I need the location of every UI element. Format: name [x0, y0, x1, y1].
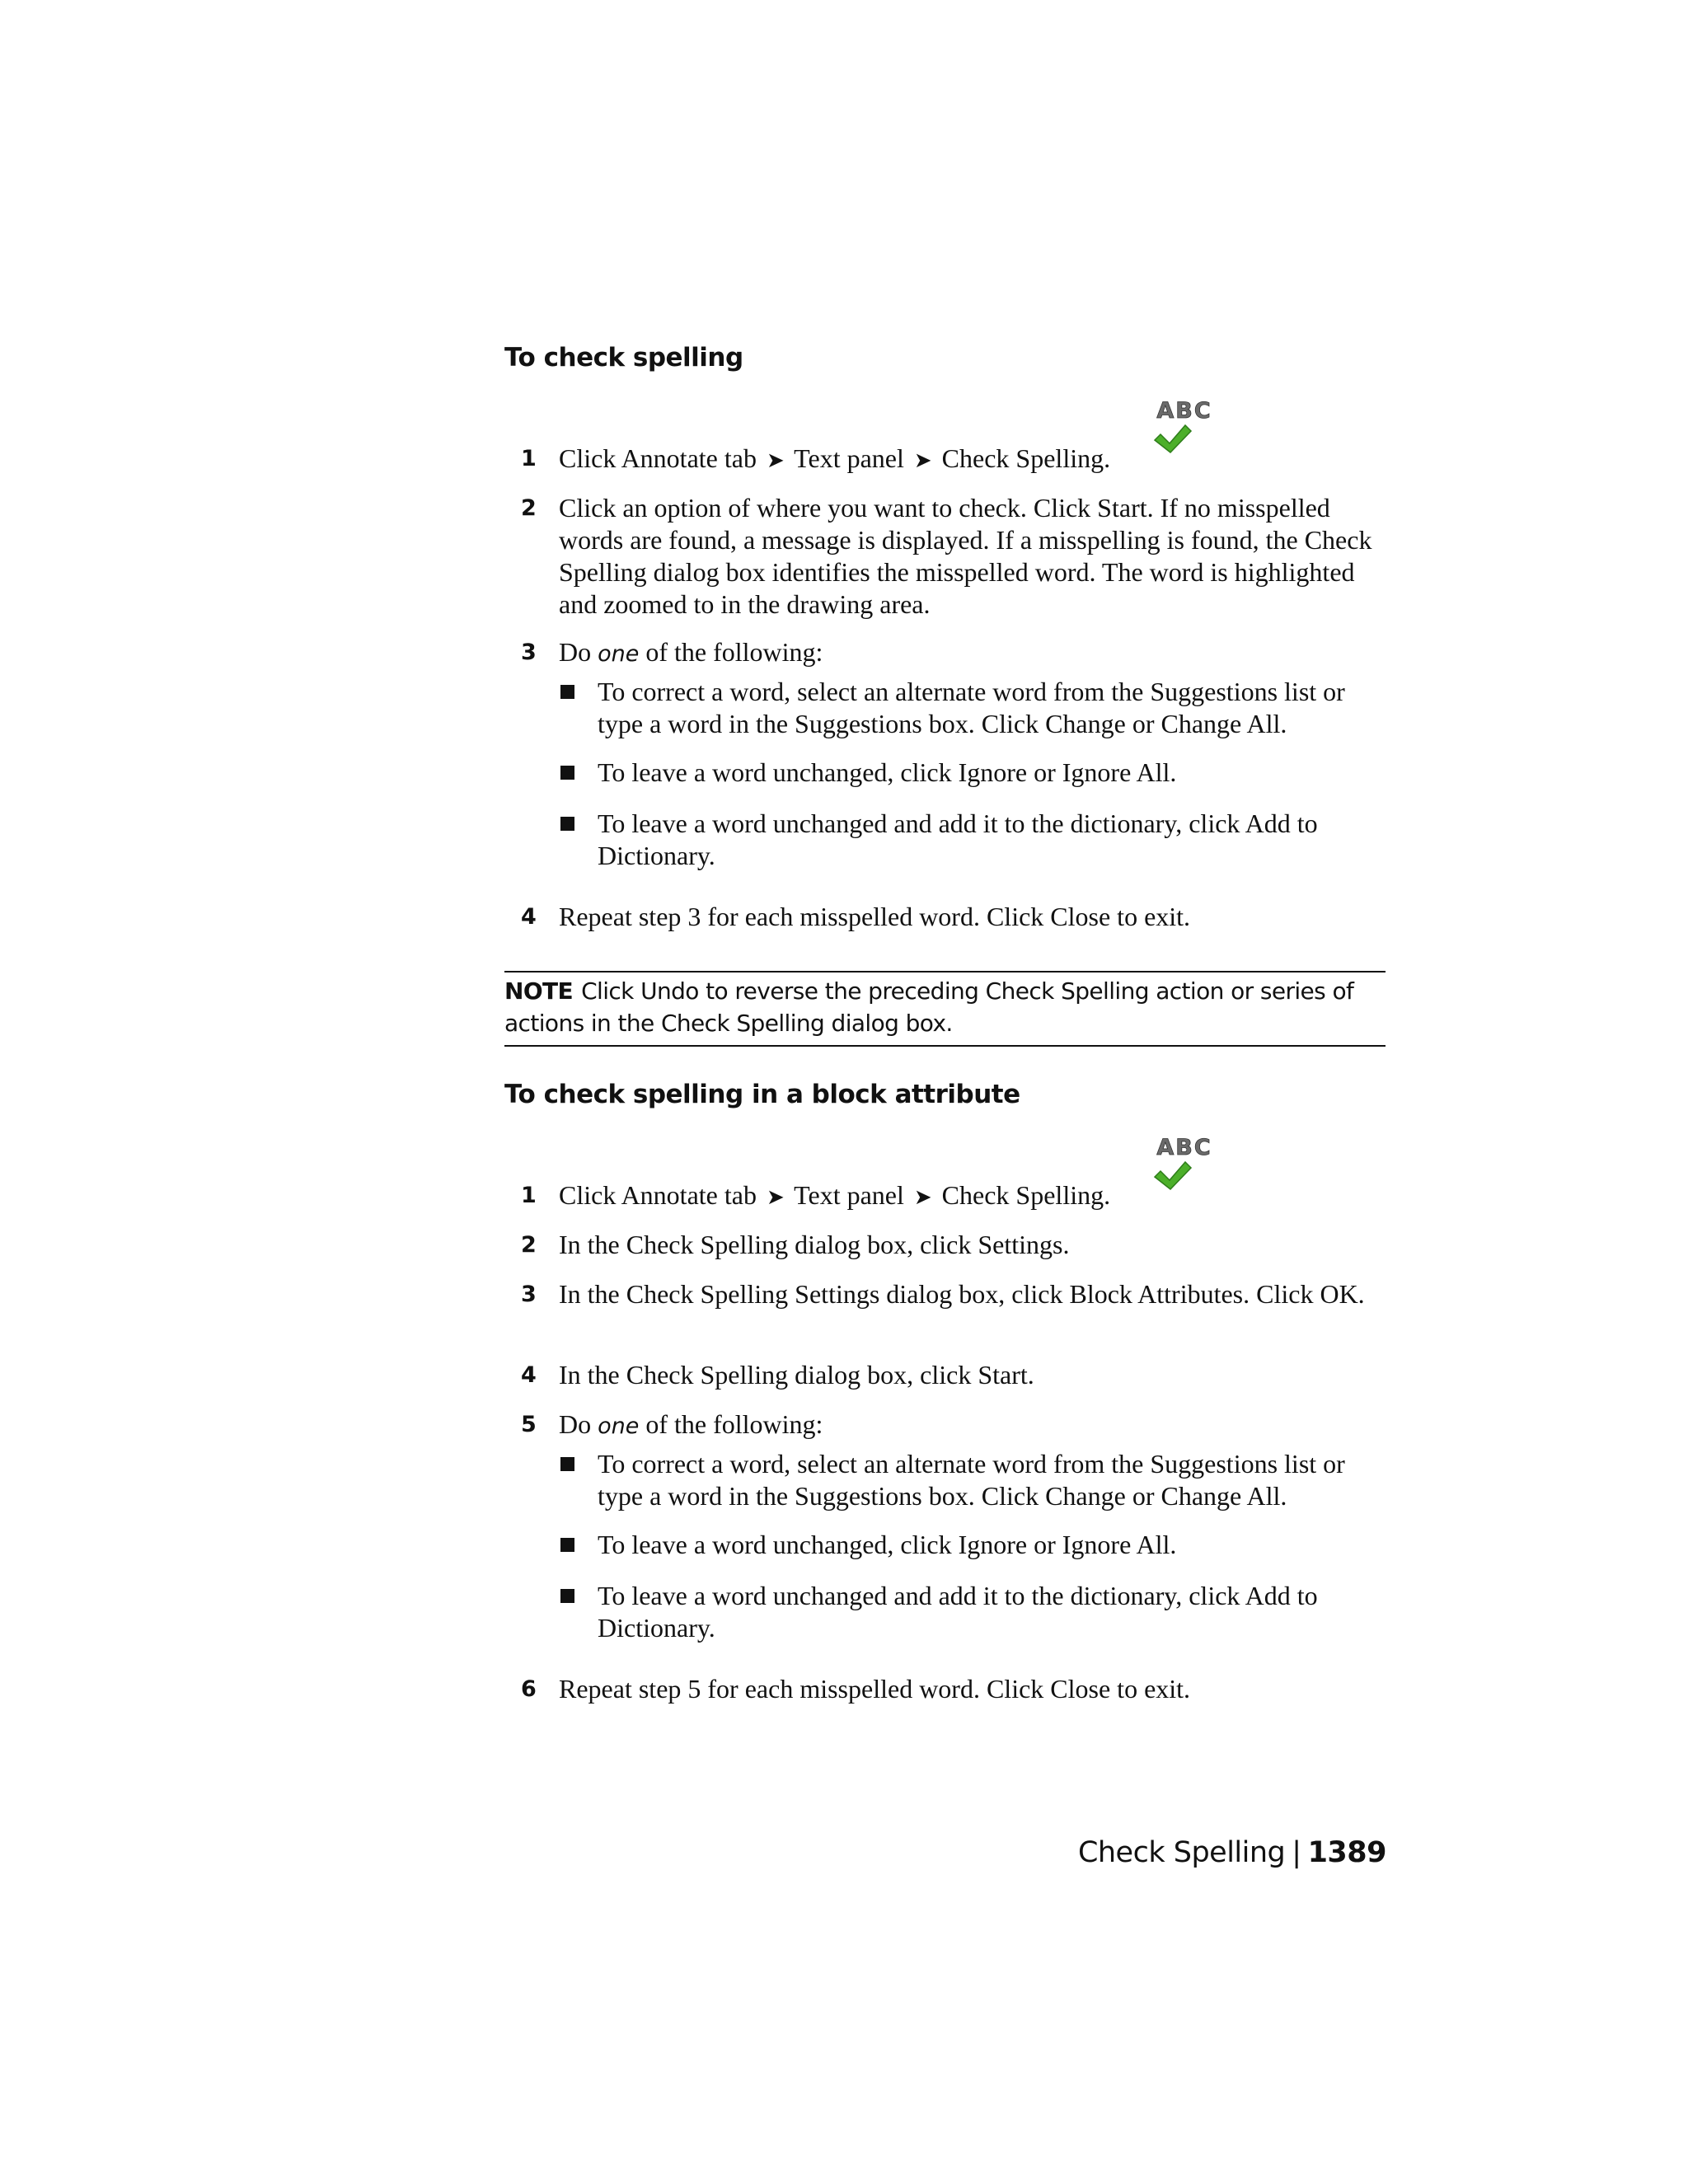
section-heading: To check spelling in a block attribute — [504, 1080, 1020, 1109]
list-item: To correct a word, select an alternate word from the Suggestions list or type a word in the Suggestions box. Click Change or Change All. — [504, 676, 1386, 740]
section-heading: To check spelling — [504, 343, 743, 373]
step-number: 2 — [521, 1232, 537, 1258]
step-number: 6 — [521, 1676, 537, 1702]
step-number: 3 — [521, 1282, 537, 1307]
arrow-icon: ➤ — [913, 448, 932, 473]
step-number: 2 — [521, 495, 537, 521]
bullet-square-icon — [560, 1457, 574, 1471]
bullet-square-icon — [560, 1589, 574, 1603]
step-number: 4 — [521, 1362, 537, 1388]
step-item: 4 In the Check Spelling dialog box, click Start. — [521, 1360, 1034, 1390]
bullet-square-icon — [560, 817, 574, 831]
note-box: NOTE Click Undo to reverse the preceding Check Spelling action or series of actions in the Check Spelling dialog box. — [504, 977, 1354, 1037]
page-footer: Check Spelling | 1389 — [1077, 1836, 1386, 1869]
page-number: 1389 — [1307, 1836, 1386, 1869]
bullet-square-icon — [560, 1538, 574, 1552]
list-item: To leave a word unchanged, click Ignore or Ignore All. — [504, 757, 1386, 789]
list-item: To correct a word, select an alternate word from the Suggestions list or type a word in the Suggestions box. Click Change or Change All. — [504, 1448, 1386, 1512]
step-item: 1 Click Annotate tab ➤ Text panel ➤ Check Spelling. — [521, 443, 1111, 473]
svg-text:ABC: ABC — [1156, 398, 1212, 424]
step-number: 1 — [521, 446, 537, 471]
step-item: 4 Repeat step 3 for each misspelled word. Click Close to exit. — [521, 902, 1191, 931]
step-number: 5 — [521, 1412, 537, 1437]
list-item: To leave a word unchanged and add it to the dictionary, click Add to Dictionary. — [504, 1580, 1386, 1644]
check-spelling-icon — [1150, 398, 1219, 461]
step-item: 2 Click an option of where you want to check. Click Start. If no misspelled words are found, a message is displayed. If a misspelling is found, the Check Spelling dialog box identifies the misspelled word. The word is highlighted and zoomed to in the drawing area. — [521, 493, 1372, 619]
step-number: 1 — [521, 1183, 537, 1208]
divider — [504, 971, 1386, 972]
step-number: 4 — [521, 904, 537, 930]
step-number: 3 — [521, 640, 537, 665]
footer-title: Check Spelling — [1077, 1836, 1286, 1869]
bullet-square-icon — [560, 766, 574, 780]
svg-text:ABC: ABC — [1156, 1135, 1212, 1160]
check-spelling-icon — [1150, 1135, 1219, 1197]
list-item: To leave a word unchanged, click Ignore or Ignore All. — [504, 1529, 1386, 1561]
bullet-square-icon — [560, 685, 574, 699]
step-item: 3 In the Check Spelling Settings dialog box, click Block Attributes. Click OK. — [521, 1279, 1365, 1309]
step-item: 1 Click Annotate tab ➤ Text panel ➤ Check Spelling. — [521, 1180, 1111, 1210]
arrow-icon: ➤ — [913, 1185, 932, 1210]
step-item: 3 Do one of the following: — [521, 637, 823, 667]
step-item: 2 In the Check Spelling dialog box, click Settings. — [521, 1230, 1070, 1259]
list-item: To leave a word unchanged and add it to the dictionary, click Add to Dictionary. — [504, 808, 1386, 872]
step-item: 6 Repeat step 5 for each misspelled word. Click Close to exit. — [521, 1674, 1191, 1704]
note-label: NOTE — [504, 977, 574, 1005]
arrow-icon: ➤ — [766, 1185, 785, 1210]
arrow-icon: ➤ — [766, 448, 785, 473]
divider — [504, 1045, 1386, 1047]
step-item: 5 Do one of the following: — [521, 1409, 823, 1439]
